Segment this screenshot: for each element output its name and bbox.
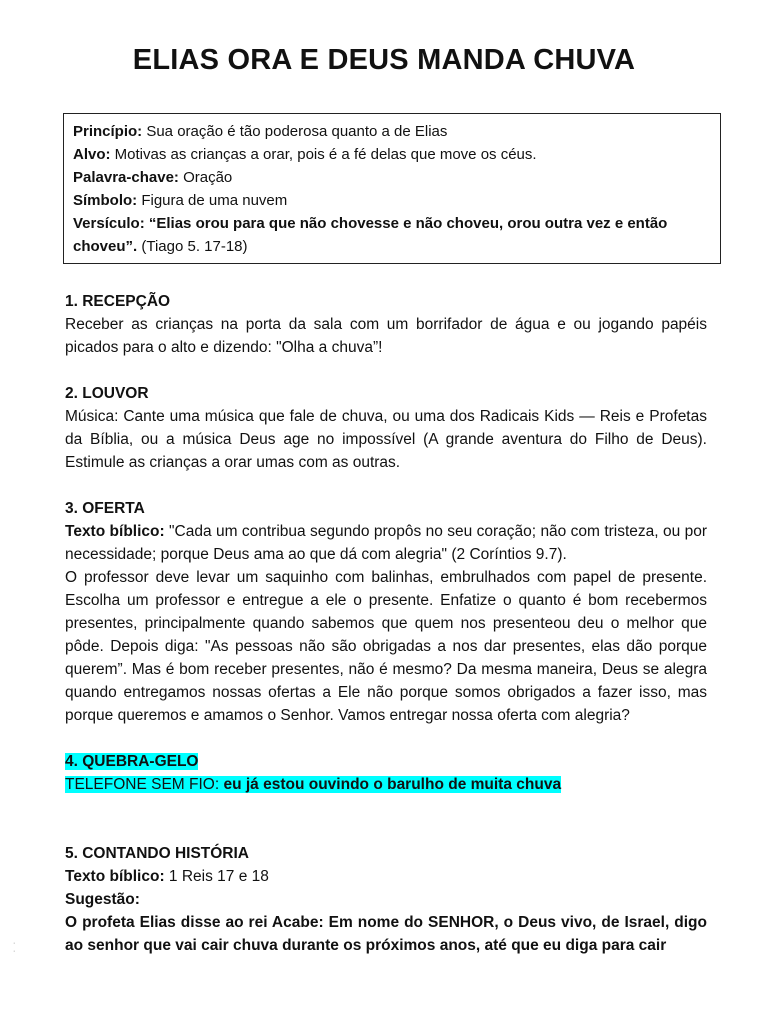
palavra-chave-label: Palavra-chave: [73, 169, 179, 186]
section-heading-quebra-gelo [65, 750, 707, 773]
principio-value: Sua oração é tão poderosa quanto a de Elias [142, 123, 448, 140]
versiculo-label: Versículo: [73, 215, 145, 232]
oferta-paragraph: O professor deve levar um saquinho com balinhas, embrulhados com papel de presente. Escolha um professor e entregue a ele o presente. Enfatize o quanto é bom recebermos presentes, principalmente quando sabemos que quem nos presenteou deu o melhor que pôde. Depois diga: "As pessoas não são obrigadas a nos dar presentes, elas dão porque querem”. Mas é bom receber presentes, não é mesmo? Da mesma maneira, Deus se alegra quando entregamos nossas ofertas a Ele não porque somos obrigados a fazer isso, mas porque queremos e amamos o Senhor. Vamos entregar nossa oferta com alegria? [65, 569, 707, 724]
principio-line [73, 120, 711, 143]
oferta-bible-label: Texto bíblico: [65, 523, 165, 540]
quebra-gelo-line [65, 773, 707, 796]
versiculo-quote: “Elias orou para que não chovesse e não choveu, orou outra vez e então choveu”. [73, 215, 668, 255]
simbolo-value: Figura de uma nuvem [137, 192, 288, 209]
sugestao-label: Sugestão: [65, 891, 140, 908]
margin-mark: · · [13, 940, 16, 955]
recepcao-paragraph: Receber as crianças na porta da sala com um borrifador de água e ou jogando papéis picados para o alto e dizendo: "Olha a chuva”! [65, 316, 707, 356]
section-heading-oferta: 3. OFERTA [65, 500, 145, 517]
historia-story-paragraph: O profeta Elias disse ao rei Acabe: Em nome do SENHOR, o Deus vivo, de Israel, digo ao senhor que vai cair chuva durante os próximos anos, até que eu diga para cair [65, 914, 707, 954]
historia-bible-text [65, 865, 707, 888]
alvo-line [73, 143, 711, 166]
historia-bible-reference: 1 Reis 17 e 18 [164, 868, 269, 885]
section-heading-recepcao: 1. RECEPÇÃO [65, 293, 171, 310]
section-heading-historia: 5. CONTANDO HISTÓRIA [65, 845, 249, 862]
alvo-value: Motivas as crianças a orar, pois é a fé delas que move os céus. [110, 146, 537, 163]
quebra-gelo-highlighted-heading: 4. QUEBRA-GELO [65, 753, 199, 770]
oferta-bible-quote: "Cada um contribua segundo propôs no seu coração; não com tristeza, ou por necessidade; porque Deus ama ao que dá com alegria" (2 Coríntios 9.7). [65, 523, 707, 563]
palavra-chave-line [73, 166, 711, 189]
oferta-bible-text [65, 520, 707, 566]
alvo-label: Alvo: [73, 146, 111, 163]
louvor-paragraph: Música: Cante uma música que fale de chuva, ou uma dos Radicais Kids — Reis e Profetas da Bíblia, ou a música Deus age no impossível (A grande aventura do Filho de Deus). Estimule as crianças a orar umas com as outras. [65, 408, 707, 471]
palavra-chave-value: Oração [178, 169, 233, 186]
simbolo-line [73, 189, 711, 212]
versiculo-reference: (Tiago 5. 17-18) [137, 238, 248, 255]
quebra-gelo-label: TELEFONE SEM FIO: [65, 776, 220, 793]
lesson-summary-box [63, 113, 721, 264]
principio-label: Princípio: [73, 123, 143, 140]
lesson-content [65, 290, 707, 957]
historia-bible-label: Texto bíblico: [65, 868, 165, 885]
simbolo-label: Símbolo: [73, 192, 138, 209]
versiculo-line [73, 212, 711, 258]
document-title: ELIAS ORA E DEUS MANDA CHUVA [132, 44, 636, 76]
section-heading-louvor: 2. LOUVOR [65, 385, 149, 402]
quebra-gelo-text: eu já estou ouvindo o barulho de muita chuva [219, 776, 562, 793]
